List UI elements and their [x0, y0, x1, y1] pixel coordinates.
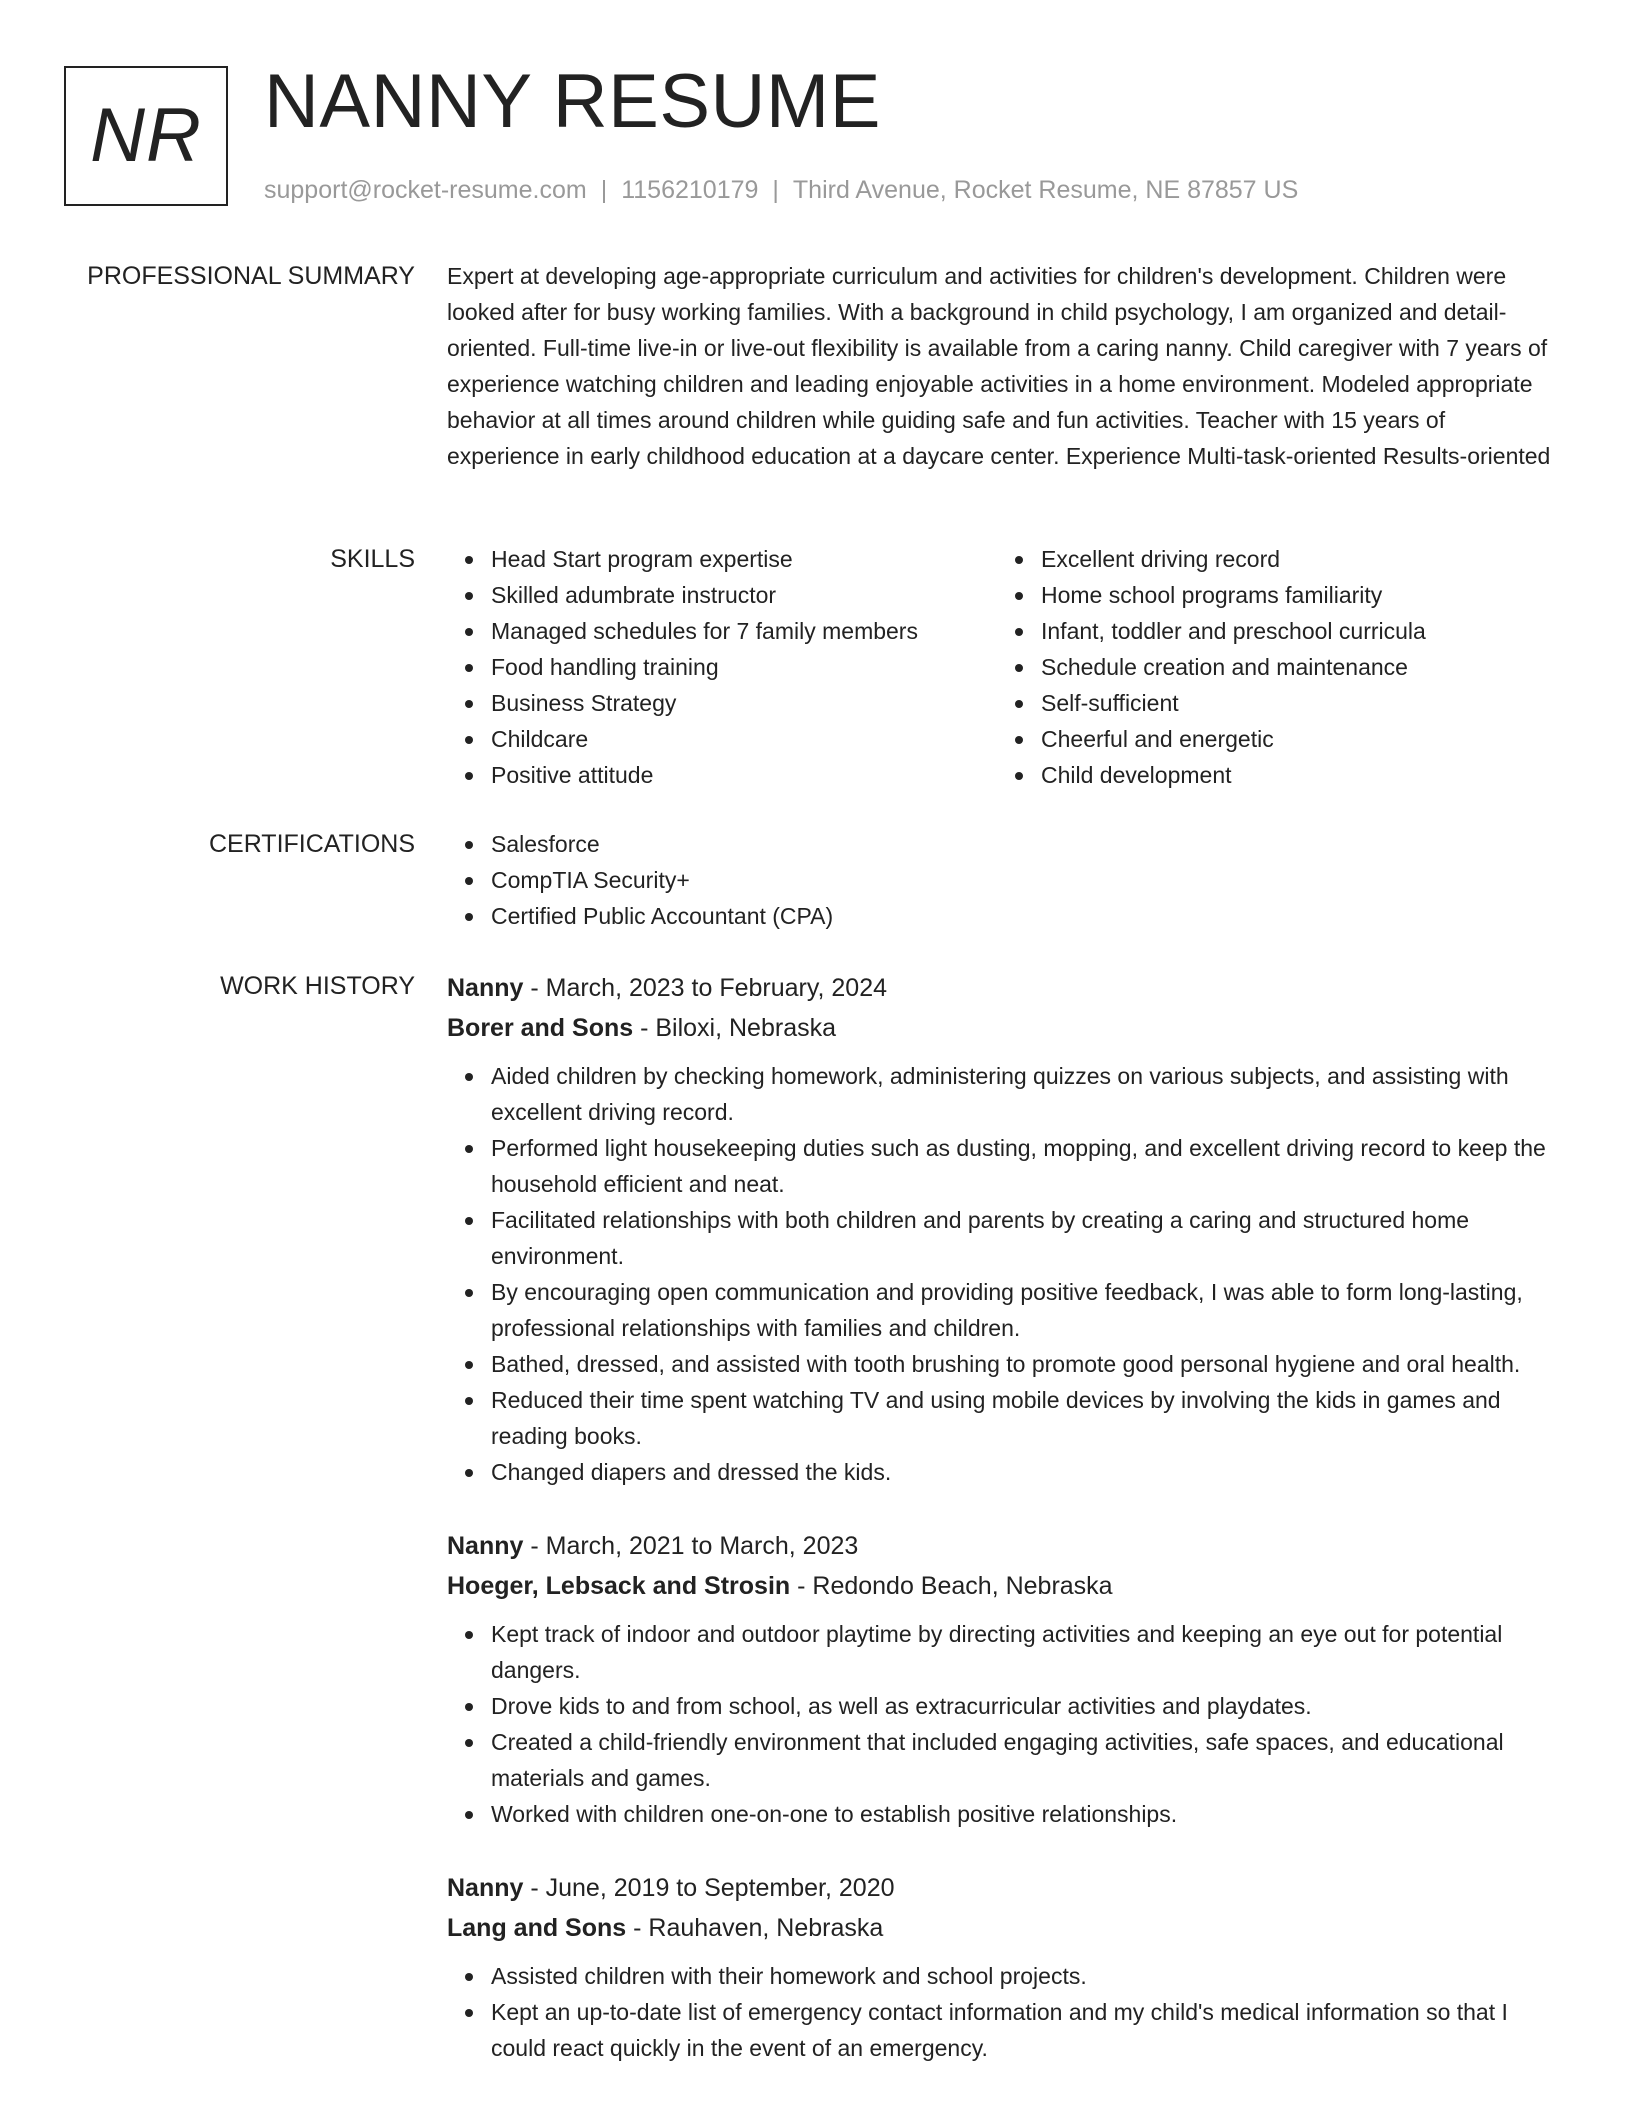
summary-heading: PROFESSIONAL SUMMARY [87, 262, 415, 290]
list-item: Self-sufficient [1041, 685, 1601, 721]
job-company: Borer and Sons [447, 1014, 634, 1042]
skills-list-left [447, 541, 997, 793]
job-entry [447, 1868, 1559, 2066]
job-dates: - March, 2021 to March, 2023 [523, 1532, 859, 1560]
list-item: Reduced their time spent watching TV and using mobile devices by involving the kids in games and reading books. [491, 1382, 1559, 1454]
list-item: Bathed, dressed, and assisted with tooth brushing to promote good personal hygiene and oral health. [491, 1346, 1559, 1382]
job-duties-list [447, 1958, 1559, 2066]
list-item: Created a child-friendly environment that included engaging activities, safe spaces, and educational materials and games. [491, 1724, 1559, 1796]
monogram-box [64, 66, 228, 206]
job-title-line [447, 968, 1559, 1008]
list-item: Food handling training [491, 649, 997, 685]
list-item: Drove kids to and from school, as well as extracurricular activities and playdates. [491, 1688, 1559, 1724]
contact-line [264, 174, 1298, 207]
skills-heading: SKILLS [330, 545, 415, 573]
list-item: Cheerful and energetic [1041, 721, 1601, 757]
list-item: By encouraging open communication and providing positive feedback, I was able to form long-lasting, professional relationships with families and children. [491, 1274, 1559, 1346]
work-history-heading: WORK HISTORY [220, 972, 415, 1000]
contact-phone[interactable]: 1156210179 [621, 176, 759, 204]
summary-body [447, 258, 1559, 474]
list-item: Head Start program expertise [491, 541, 997, 577]
list-item: Aided children by checking homework, administering quizzes on various subjects, and assisting with excellent driving record. [491, 1058, 1559, 1130]
job-title: Nanny [447, 974, 524, 1002]
list-item: Home school programs familiarity [1041, 577, 1601, 613]
job-title: Nanny [447, 1874, 524, 1902]
list-item: Salesforce [491, 826, 1559, 862]
job-title: Nanny [447, 1532, 524, 1560]
job-entry [447, 968, 1559, 1490]
summary-text: Expert at developing age-appropriate curriculum and activities for children's development. Children were looked after for busy working families. With a background in child psychology, I am organized and detail-oriented. Full-time live-in or live-out flexibility is available from a caring nanny. Child caregiver with 7 years of experience watching children and leading enjoyable activities in a home environment. Modeled appropriate behavior at all times around children while guiding safe and fun activities. Teacher with 15 years of experience in early childhood education at a daycare center. Experience Multi-task-oriented Results-oriented [447, 263, 1551, 469]
job-company-line [447, 1908, 1559, 1948]
monogram-initials: NR [90, 93, 202, 178]
list-item: Kept track of indoor and outdoor playtime by directing activities and keeping an eye out for potential dangers. [491, 1616, 1559, 1688]
certifications-heading: CERTIFICATIONS [208, 830, 415, 858]
job-company-line [447, 1566, 1559, 1606]
list-item: Excellent driving record [1041, 541, 1601, 577]
job-dates: - June, 2019 to September, 2020 [523, 1874, 895, 1902]
job-location: - Rauhaven, Nebraska [626, 1914, 884, 1942]
contact-address: Third Avenue, Rocket Resume, NE 87857 US [792, 176, 1299, 204]
job-title-line [447, 1526, 1559, 1566]
list-item: Skilled adumbrate instructor [491, 577, 997, 613]
job-company: Lang and Sons [447, 1914, 627, 1942]
list-item: CompTIA Security+ [491, 862, 1559, 898]
list-item: Changed diapers and dressed the kids. [491, 1454, 1559, 1490]
job-duties-list [447, 1616, 1559, 1832]
list-item: Business Strategy [491, 685, 997, 721]
list-item: Worked with children one-on-one to establish positive relationships. [491, 1796, 1559, 1832]
list-item: Childcare [491, 721, 997, 757]
list-item: Infant, toddler and preschool curricula [1041, 613, 1601, 649]
contact-separator: | [772, 176, 779, 204]
list-item: Assisted children with their homework and school projects. [491, 1958, 1559, 1994]
contact-separator: | [600, 176, 608, 204]
job-company-line [447, 1008, 1559, 1048]
job-dates: - March, 2023 to February, 2024 [523, 974, 888, 1002]
certifications-list [447, 826, 1559, 934]
contact-email[interactable]: support@rocket-resume.com [264, 176, 587, 204]
list-item: Positive attitude [491, 757, 997, 793]
job-title-line [447, 1868, 1559, 1908]
job-location: - Redondo Beach, Nebraska [790, 1572, 1113, 1600]
list-item: Kept an up-to-date list of emergency contact information and my child's medical information so that I could react quickly in the event of an emergency. [491, 1994, 1559, 2066]
skills-list-right [997, 541, 1601, 793]
list-item: Schedule creation and maintenance [1041, 649, 1601, 685]
resume-title: NANNY RESUME [264, 59, 881, 144]
work-history-body [447, 968, 1559, 2102]
job-company: Hoeger, Lebsack and Strosin [447, 1572, 791, 1600]
list-item: Certified Public Accountant (CPA) [491, 898, 1559, 934]
job-location: - Biloxi, Nebraska [633, 1014, 837, 1042]
list-item: Performed light housekeeping duties such as dusting, mopping, and excellent driving record to keep the household efficient and neat. [491, 1130, 1559, 1202]
job-duties-list [447, 1058, 1559, 1490]
certifications-body [447, 826, 1559, 934]
list-item: Child development [1041, 757, 1601, 793]
job-entry [447, 1526, 1559, 1832]
list-item: Facilitated relationships with both children and parents by creating a caring and structured home environment. [491, 1202, 1559, 1274]
skills-body [447, 541, 1559, 793]
list-item: Managed schedules for 7 family members [491, 613, 997, 649]
